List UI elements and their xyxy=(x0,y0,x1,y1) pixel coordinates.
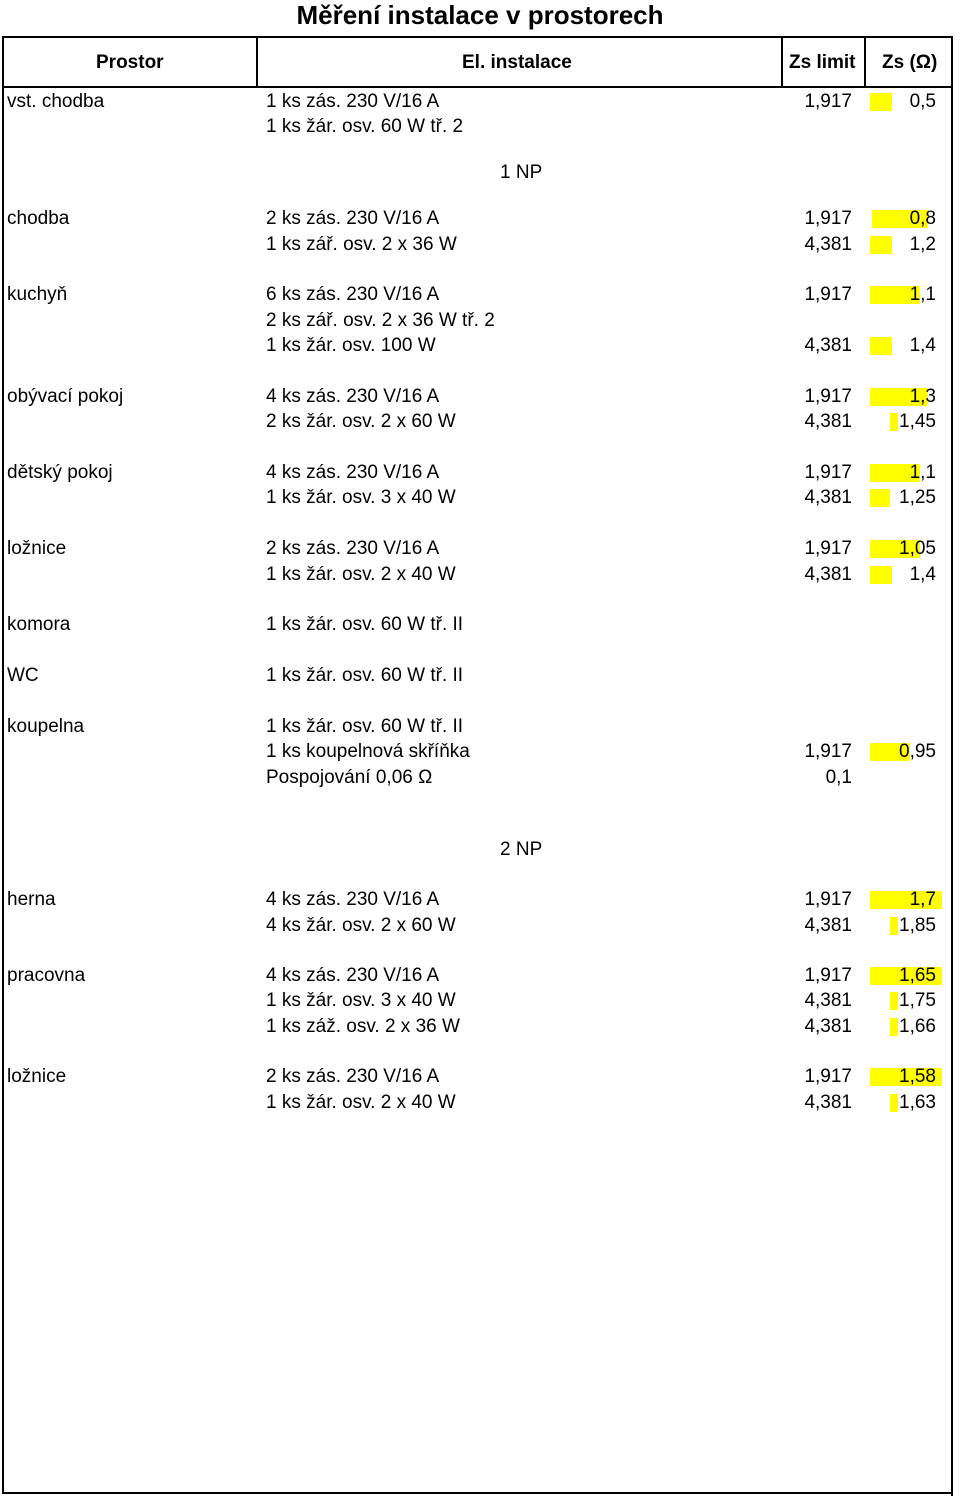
room-cell: ložnice xyxy=(7,538,67,559)
zs-limit-cell: 4,381 xyxy=(804,915,852,936)
room-cell: WC xyxy=(7,665,39,686)
zs-cell: 1,58 xyxy=(899,1066,936,1087)
zs-cell: 1,3 xyxy=(909,386,936,407)
room-cell: koupelna xyxy=(7,716,85,737)
zs-limit-cell: 1,917 xyxy=(804,386,852,407)
value-highlight xyxy=(870,566,892,584)
installation-cell: 1 ks žár. osv. 60 W tř. II xyxy=(266,665,464,686)
zs-cell: 0,95 xyxy=(899,741,936,762)
zs-limit-cell: 1,917 xyxy=(804,889,852,910)
zs-cell: 1,4 xyxy=(909,564,936,585)
zs-limit-cell: 1,917 xyxy=(804,538,852,559)
room-cell: ložnice xyxy=(7,1066,67,1087)
installation-cell: Pospojování 0,06 Ω xyxy=(266,767,433,788)
zs-limit-cell: 0,1 xyxy=(825,767,852,788)
installation-cell: 1 ks žár. osv. 2 x 40 W xyxy=(266,564,456,585)
zs-cell: 1,63 xyxy=(899,1092,936,1113)
room-cell: komora xyxy=(7,614,71,635)
installation-cell: 1 ks žár. osv. 60 W tř. II xyxy=(266,716,464,737)
floor-label: 1 NP xyxy=(500,162,543,183)
room-cell: chodba xyxy=(7,208,70,229)
zs-limit-cell: 1,917 xyxy=(804,1066,852,1087)
installation-cell: 2 ks žár. osv. 2 x 60 W xyxy=(266,411,456,432)
header-zs: Zs (Ω) xyxy=(882,52,938,73)
page-title: Měření instalace v prostorech xyxy=(296,0,664,30)
zs-limit-cell: 4,381 xyxy=(804,990,852,1011)
value-highlight xyxy=(870,337,892,355)
installation-cell: 1 ks žár. osv. 3 x 40 W xyxy=(266,990,456,1011)
column-divider xyxy=(256,36,258,88)
zs-limit-cell: 1,917 xyxy=(804,741,852,762)
zs-cell: 1,4 xyxy=(909,335,936,356)
zs-cell: 1,25 xyxy=(899,487,936,508)
installation-cell: 4 ks zás. 230 V/16 A xyxy=(266,889,440,910)
zs-limit-cell: 4,381 xyxy=(804,1092,852,1113)
zs-cell: 1,85 xyxy=(899,915,936,936)
zs-cell: 1,65 xyxy=(899,965,936,986)
installation-cell: 1 ks záž. osv. 2 x 36 W xyxy=(266,1016,460,1037)
installation-cell: 1 ks žár. osv. 3 x 40 W xyxy=(266,487,456,508)
zs-limit-cell: 1,917 xyxy=(804,208,852,229)
value-highlight xyxy=(890,917,898,935)
zs-cell: 1,2 xyxy=(909,234,936,255)
zs-cell: 0,5 xyxy=(909,91,936,112)
zs-limit-cell: 4,381 xyxy=(804,564,852,585)
installation-cell: 1 ks žár. osv. 2 x 40 W xyxy=(266,1092,456,1113)
zs-limit-cell: 1,917 xyxy=(804,91,852,112)
installation-cell: 1 ks žár. osv. 60 W tř. II xyxy=(266,614,464,635)
zs-limit-cell: 4,381 xyxy=(804,411,852,432)
zs-cell: 1,1 xyxy=(909,284,936,305)
zs-cell: 1,05 xyxy=(899,538,936,559)
installation-cell: 2 ks zás. 230 V/16 A xyxy=(266,208,440,229)
value-highlight xyxy=(890,1094,898,1112)
installation-cell: 2 ks zás. 230 V/16 A xyxy=(266,1066,440,1087)
value-highlight xyxy=(870,93,892,111)
zs-cell: 1,45 xyxy=(899,411,936,432)
header-installation: El. instalace xyxy=(462,52,572,73)
room-cell: obývací pokoj xyxy=(7,386,124,407)
value-highlight xyxy=(870,236,892,254)
room-cell: pracovna xyxy=(7,965,86,986)
zs-cell: 1,7 xyxy=(909,889,936,910)
installation-cell: 4 ks zás. 230 V/16 A xyxy=(266,965,440,986)
room-cell: herna xyxy=(7,889,56,910)
room-cell: dětský pokoj xyxy=(7,462,113,483)
header-zs-limit: Zs limit xyxy=(789,52,856,73)
installation-cell: 6 ks zás. 230 V/16 A xyxy=(266,284,440,305)
header-room: Prostor xyxy=(96,52,164,73)
zs-cell: 1,75 xyxy=(899,990,936,1011)
zs-cell: 0,8 xyxy=(909,208,936,229)
column-divider xyxy=(781,36,783,88)
installation-cell: 1 ks koupelnová skříňka xyxy=(266,741,470,762)
zs-cell: 1,66 xyxy=(899,1016,936,1037)
zs-limit-cell: 4,381 xyxy=(804,335,852,356)
zs-limit-cell: 1,917 xyxy=(804,284,852,305)
value-highlight xyxy=(890,413,898,431)
zs-limit-cell: 1,917 xyxy=(804,965,852,986)
right-border xyxy=(951,86,953,1496)
floor-label: 2 NP xyxy=(500,839,543,860)
installation-cell: 1 ks zás. 230 V/16 A xyxy=(266,91,440,112)
header-divider xyxy=(2,86,953,88)
room-cell: vst. chodba xyxy=(7,91,105,112)
installation-cell: 4 ks zás. 230 V/16 A xyxy=(266,462,440,483)
zs-limit-cell: 1,917 xyxy=(804,462,852,483)
value-highlight xyxy=(890,992,898,1010)
zs-limit-cell: 4,381 xyxy=(804,1016,852,1037)
installation-cell: 2 ks zář. osv. 2 x 36 W tř. 2 xyxy=(266,310,495,331)
column-divider xyxy=(864,36,866,88)
installation-cell: 4 ks zás. 230 V/16 A xyxy=(266,386,440,407)
zs-cell: 1,1 xyxy=(909,462,936,483)
zs-limit-cell: 4,381 xyxy=(804,487,852,508)
installation-cell: 2 ks zás. 230 V/16 A xyxy=(266,538,440,559)
installation-cell: 4 ks žár. osv. 2 x 60 W xyxy=(266,915,456,936)
value-highlight xyxy=(890,1018,898,1036)
zs-limit-cell: 4,381 xyxy=(804,234,852,255)
installation-cell: 1 ks žár. osv. 60 W tř. 2 xyxy=(266,116,464,137)
room-cell: kuchyň xyxy=(7,284,68,305)
installation-cell: 1 ks žár. osv. 100 W xyxy=(266,335,436,356)
value-highlight xyxy=(870,489,890,507)
installation-cell: 1 ks zář. osv. 2 x 36 W xyxy=(266,234,457,255)
